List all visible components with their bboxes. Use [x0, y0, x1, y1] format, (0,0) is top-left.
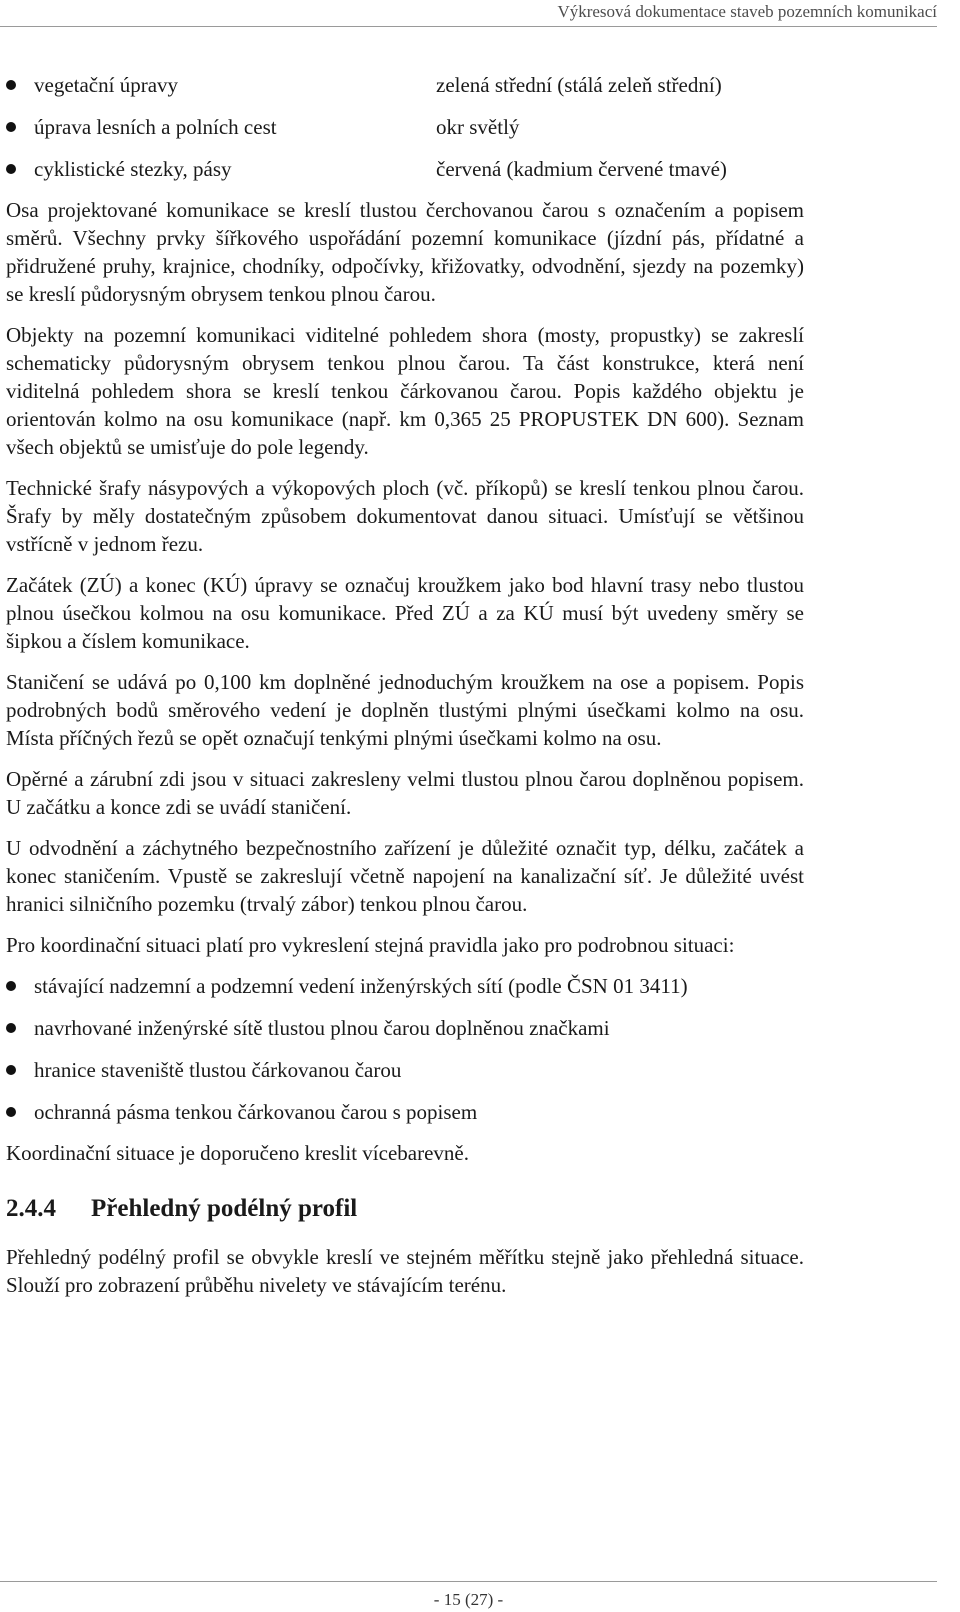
list-item-text: navrhované inženýrské sítě tlustou plnou čarou doplněnou značkami: [34, 1016, 610, 1040]
bullet-icon: [6, 164, 16, 174]
list-item: [6, 113, 804, 141]
page-content: [6, 71, 804, 1312]
list-item-color: červená (kadmium červené tmavé): [436, 157, 727, 181]
paragraph: U odvodnění a záchytného bezpečnostního zařízení je důležité označit typ, délku, začátek a konec staničením. Vpustě se zakreslují včetně napojení na kanalizační síť. Je důležité uvést hranici silničního pozemku (trvalý zábor) tenkou plnou čarou.: [6, 836, 804, 916]
paragraph: Koordinační situace je doporučeno kreslit vícebarevně.: [6, 1141, 469, 1165]
paragraph: Technické šrafy násypových a výkopových ploch (vč. příkopů) se kreslí tenkou plnou čarou. Šrafy by měly dostatečným způsobem dokumentovat danou situaci. Umísťují se většinou vstřícně v jednom řezu.: [6, 476, 804, 556]
paragraph: Přehledný podélný profil se obvykle kreslí ve stejném měřítku stejně jako přehledná situace. Slouží pro zobrazení průběhu nivelety ve stávajícím terénu.: [6, 1245, 804, 1297]
list-item-label: vegetační úpravy: [34, 73, 179, 97]
list-item-label: úprava lesních a polních cest: [34, 115, 277, 139]
list-item-color: okr světlý: [436, 115, 520, 139]
bullet-icon: [6, 981, 16, 991]
paragraph: Pro koordinační situaci platí pro vykreslení stejná pravidla jako pro podrobnou situaci:: [6, 933, 735, 957]
list-item: [6, 1056, 804, 1084]
bullet-icon: [6, 122, 16, 132]
bullet-icon: [6, 80, 16, 90]
coordination-list: [6, 972, 804, 1126]
paragraph: Začátek (ZÚ) a konec (KÚ) úpravy se označuj kroužkem jako bod hlavní trasy nebo tlustou plnou úsečkou kolmou na osu komunikace. Před ZÚ a za KÚ musí být uvedeny směry se šipkou a číslem komunikace.: [6, 573, 804, 653]
list-item: [6, 71, 804, 99]
list-item-text: stávající nadzemní a podzemní vedení inženýrských sítí (podle ČSN 01 3411): [34, 974, 688, 998]
section-title: Přehledný podélný profil: [91, 1195, 358, 1222]
page-footer: [0, 1581, 937, 1612]
list-item: [6, 155, 804, 183]
bullet-icon: [6, 1107, 16, 1117]
list-item-label: cyklistické stezky, pásy: [34, 157, 232, 181]
page-header: [0, 0, 937, 27]
list-item: [6, 1098, 804, 1126]
paragraph: Staničení se udává po 0,100 km doplněné jednoduchým kroužkem na ose a popisem. Popis podrobných bodů směrového vedení je doplněn tlustými plnými úsečkami kolmo na osu. Místa příčných řezů se opět označují tenkými plnými úsečkami kolmo na osu.: [6, 670, 804, 750]
page-number: - 15 (27) -: [433, 1590, 504, 1609]
paragraph: Objekty na pozemní komunikaci viditelné pohledem shora (mosty, propustky) se zakreslí schematicky půdorysným obrysem tenkou plnou čarou. Ta část konstrukce, která není viditelná pohledem shora se kreslí tenkou čárkovanou čarou. Popis každého objektu je orientován kolmo na osu komunikace (např. km 0,365 25 PROPUSTEK DN 600). Seznam všech objektů se umisťuje do pole legendy.: [6, 323, 804, 459]
list-item: [6, 972, 804, 1000]
header-title: Výkresová dokumentace staveb pozemních komunikací: [557, 2, 937, 21]
section-heading: [6, 1193, 804, 1225]
list-item: [6, 1014, 804, 1042]
section-number: 2.4.4: [6, 1195, 56, 1222]
paragraph: Osa projektované komunikace se kreslí tlustou čerchovanou čarou s označením a popisem směrů. Všechny prvky šířkového uspořádání pozemní komunikace (jízdní pás, přídatné a přidružené pruhy, krajnice, chodníky, odpočívky, křižovatky, odvodnění, sjezdy na pozemky) se kreslí půdorysným obrysem tenkou plnou čarou.: [6, 198, 804, 306]
list-item-text: ochranná pásma tenkou čárkovanou čarou s popisem: [34, 1100, 478, 1124]
paragraph: Opěrné a zárubní zdi jsou v situaci zakresleny velmi tlustou plnou čarou doplněnou popisem. U začátku a konce zdi se uvádí staničení.: [6, 767, 804, 819]
bullet-icon: [6, 1023, 16, 1033]
list-item-text: hranice staveniště tlustou čárkovanou čarou: [34, 1058, 402, 1082]
list-item-color: zelená střední (stálá zeleň střední): [436, 73, 722, 97]
color-list: [6, 71, 804, 183]
bullet-icon: [6, 1065, 16, 1075]
